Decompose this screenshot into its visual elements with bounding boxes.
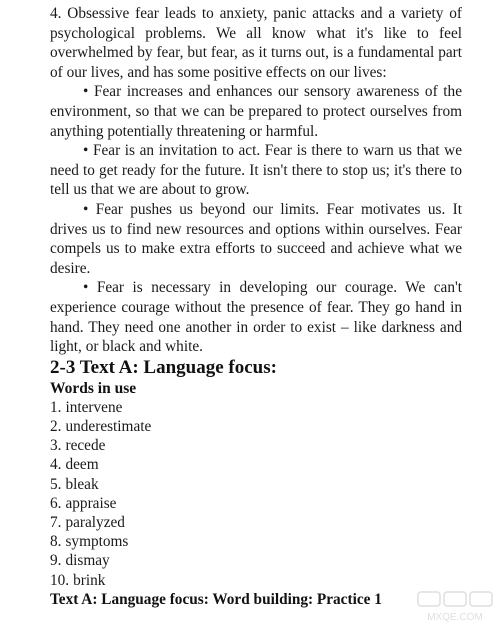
item-number: 2. [50, 417, 62, 435]
item-word: paralyzed [65, 513, 125, 531]
list-item [50, 494, 462, 513]
list-item [50, 398, 462, 417]
list-item [50, 436, 462, 455]
list-item [50, 513, 462, 532]
bullet-invitation-to-act: • Fear is an invitation to act. Fear is there to warn us that we need to get ready for the future. It isn't there to stop us; it's there to tell us that we are about to grow. [50, 142, 462, 199]
bullet-sensory-awareness: • Fear increases and enhances our sensory awareness of the environment, so that we can be prepared to protect ourselves from anything potentially threatening or harmful. [50, 83, 462, 140]
bullet-beyond-limits: • Fear pushes us beyond our limits. Fear motivates us. It drives us to find new resources and options within ourselves. Fear compels us to make extra efforts to succeed and achieve what we desire. [50, 200, 462, 277]
site-watermark-logo [416, 590, 494, 624]
list-item [50, 455, 462, 474]
item-word: underestimate [65, 417, 152, 435]
list-item [50, 532, 462, 551]
watermark-text: MXQE.COM [427, 612, 483, 623]
item-number: 3. [50, 437, 62, 455]
intro-paragraph: 4. Obsessive fear leads to anxiety, panic attacks and a variety of psychological problems. We all know what it's like to feel overwhelmed by fear, but fear, as it turns out, is a fundamental part of our lives, and has some positive effects on our lives: [50, 5, 462, 81]
list-item [50, 417, 462, 436]
list-item [50, 475, 462, 494]
list-item [50, 551, 462, 570]
item-word: deem [65, 456, 99, 474]
item-number: 1. [50, 398, 62, 416]
item-number: 8. [50, 533, 62, 551]
word-building-heading: Text A: Language focus: Word building: Practice 1 [50, 590, 382, 608]
item-word: bleak [65, 475, 99, 493]
section-heading: 2-3 Text A: Language focus: [50, 356, 277, 378]
word-list [50, 398, 462, 590]
list-item [50, 571, 462, 590]
bullet-courage: • Fear is necessary in developing our courage. We can't experience courage without the presence of fear. They go hand in hand. They need one another in order to exist – like darkness and light, or black and white. [50, 279, 462, 356]
item-number: 6. [50, 494, 62, 512]
item-number: 4. [50, 456, 62, 474]
item-word: dismay [65, 552, 110, 570]
item-word: recede [65, 437, 106, 455]
item-word: intervene [65, 398, 123, 416]
item-word: appraise [65, 494, 117, 512]
item-number: 7. [50, 513, 62, 531]
item-number: 9. [50, 552, 62, 570]
words-in-use-heading: Words in use [50, 379, 137, 397]
item-word: symptoms [65, 533, 129, 551]
item-word: brink [73, 571, 106, 589]
item-number: 10. [50, 571, 70, 589]
item-number: 5. [50, 475, 62, 493]
